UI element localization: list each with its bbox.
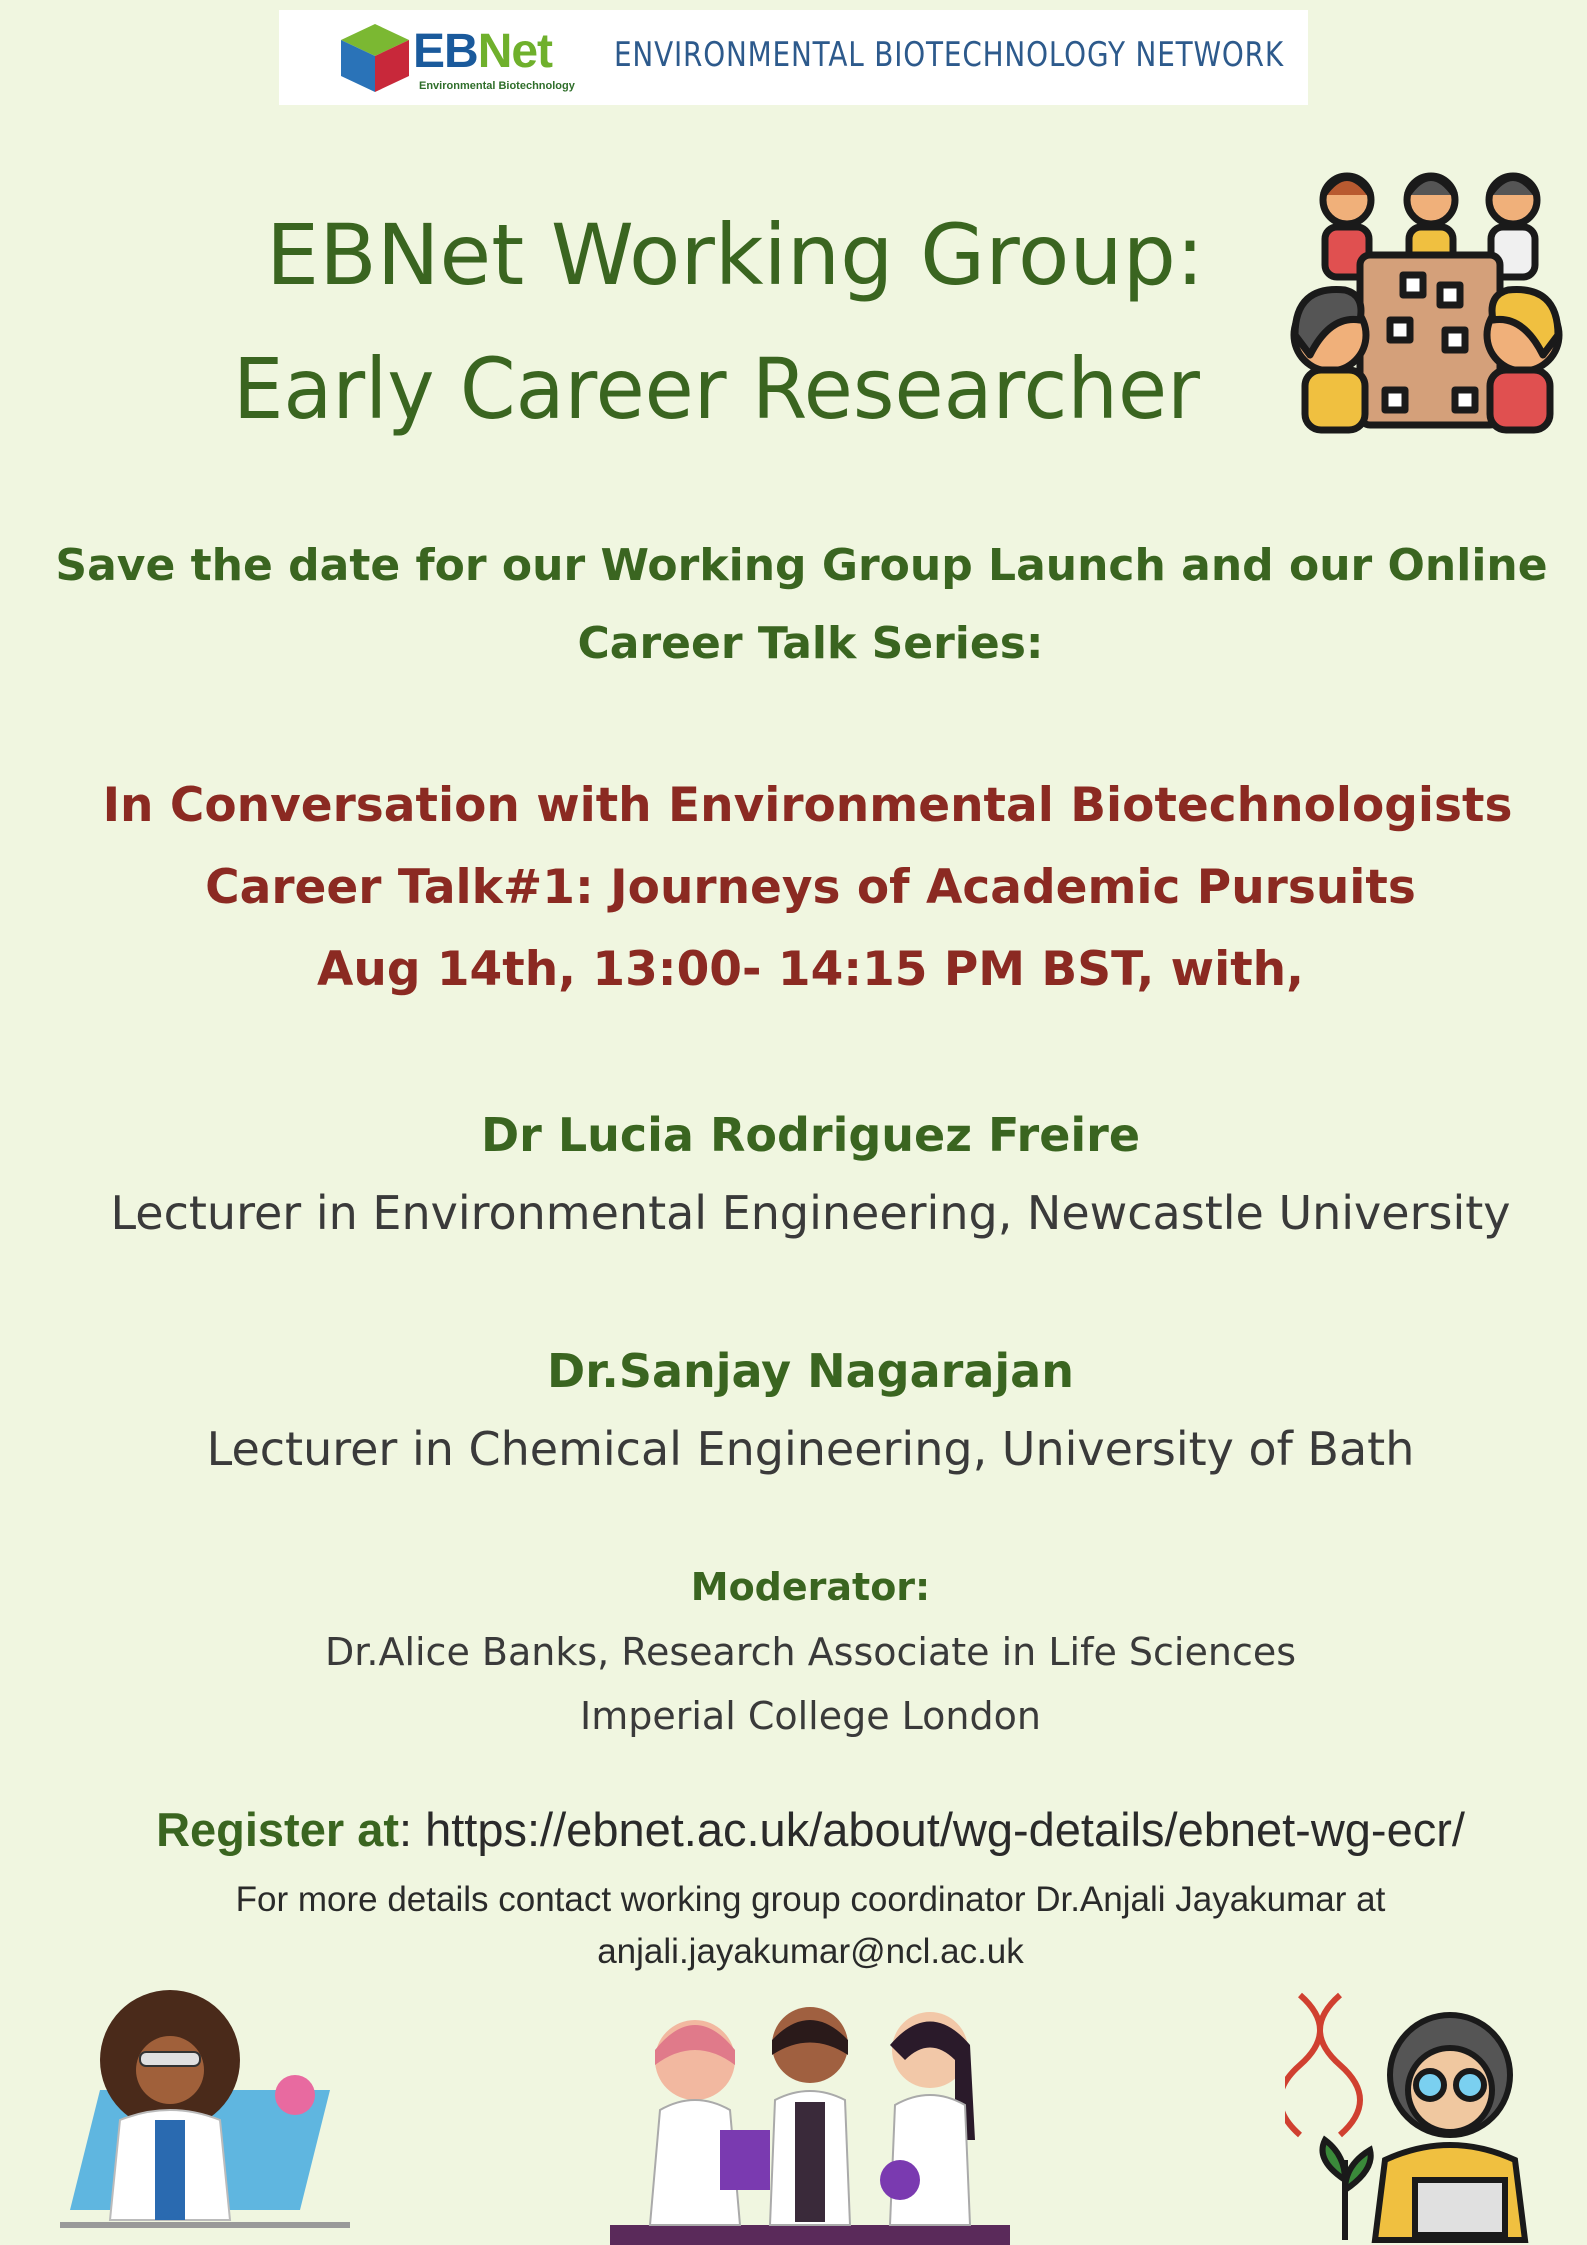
scientist-woman-icon [40,1990,350,2230]
speaker-1-name: Dr Lucia Rodriguez Freire [480,1108,1141,1162]
scientists-group-icon [610,1990,1010,2245]
contact-line-1: For more details contact working group coordinator Dr.Anjali Jayakumar at [235,1880,1386,1919]
network-name: ENVIRONMENTAL BIOTECHNOLOGY NETWORK [614,35,1284,75]
contact-email[interactable]: anjali.jayakumar@ncl.ac.uk [597,1932,1024,1971]
ebnet-logo-icon [337,20,413,96]
event-line-1: In Conversation with Environmental Biotechnologists [102,778,1513,833]
save-the-date-line-1: Save the date for our Working Group Launch and our Online [55,540,1548,591]
title-line-2: Early Career Researcher [233,340,1200,438]
logo-subtitle: Environmental Biotechnology [419,80,575,92]
event-line-2: Career Talk#1: Journeys of Academic Pursuits [205,860,1416,915]
moderator-label: Moderator: [690,1565,931,1609]
event-line-3: Aug 14th, 13:00- 14:15 PM BST, with, [317,942,1304,997]
moderator-line-1: Dr.Alice Banks, Research Associate in Life Sciences [324,1630,1297,1674]
title-line-1: EBNet Working Group: [266,206,1205,304]
logo-text-net: Net [477,25,553,78]
speaker-1-role: Lecturer in Environmental Engineering, Newcastle University [110,1186,1511,1240]
save-the-date-line-2: Career Talk Series: [577,618,1044,669]
logo-wordmark [413,22,552,82]
register-url[interactable]: https://ebnet.ac.uk/about/wg-details/ebnet-wg-ecr/ [425,1803,1465,1856]
speaker-2-name: Dr.Sanjay Nagarajan [547,1344,1074,1398]
team-meeting-icon [1285,155,1565,445]
register-line [17,1802,1587,1857]
logo-text-eb: EB [413,25,478,78]
header-banner [279,10,1308,105]
moderator-line-2: Imperial College London [580,1694,1041,1738]
register-separator: : [398,1803,413,1856]
speaker-2-role: Lecturer in Chemical Engineering, University of Bath [206,1422,1415,1476]
scientist-dna-icon [1285,1990,1565,2245]
register-label: Register at [156,1803,399,1856]
